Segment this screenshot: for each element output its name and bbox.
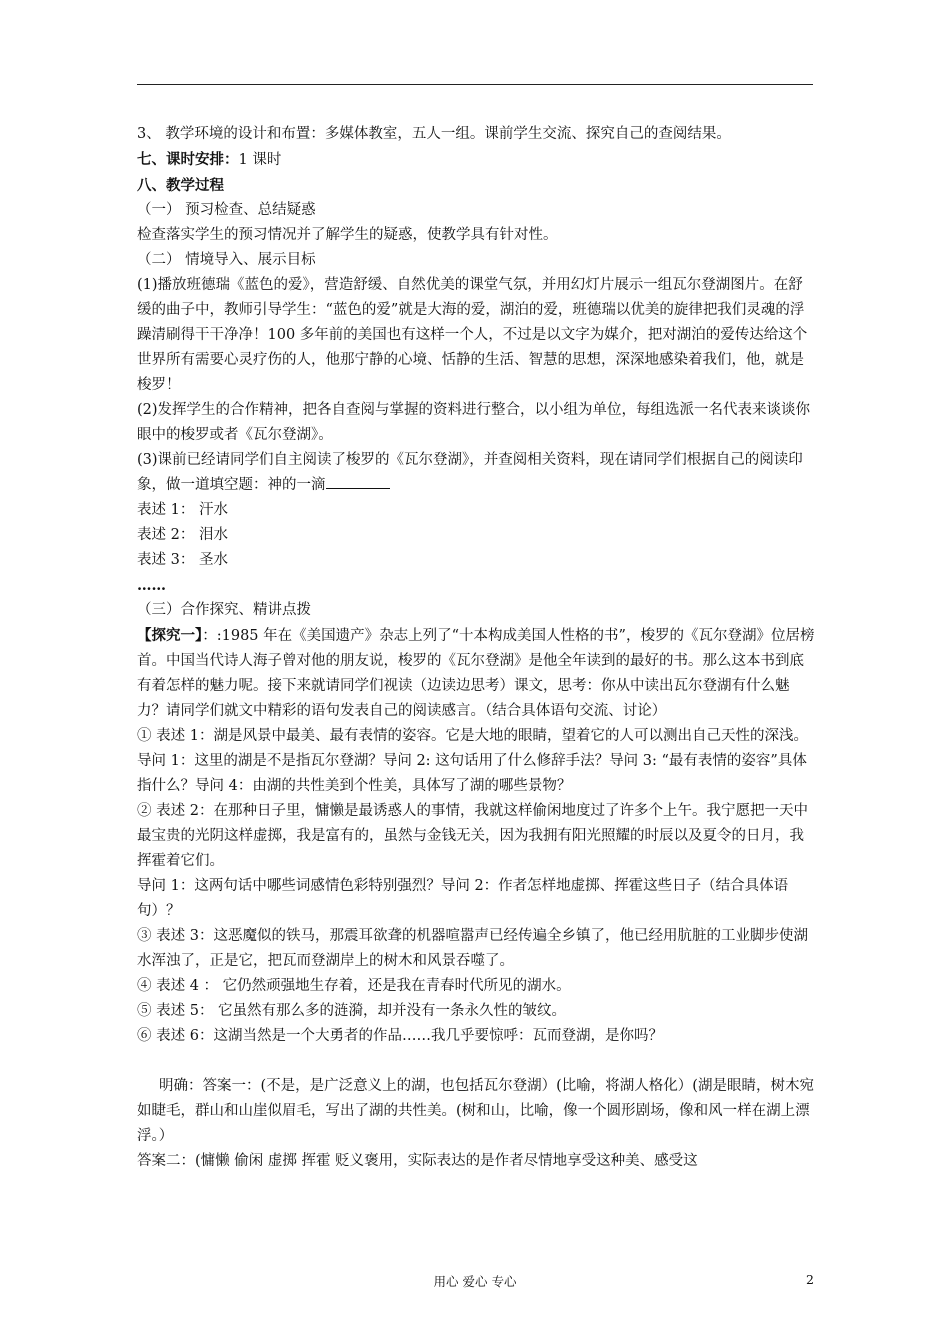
step-1-text: 检查落实学生的预习情况并了解学生的疑惑，使教学具有针对性。 xyxy=(137,227,558,243)
quote-3: ③ 表述 3：这恶魔似的铁马，那震耳欲聋的机器喧嚣声已经传遍全乡镇了，他已经用肮脏的工业脚步使湖水浑浊了，正是它，把瓦而登湖岸上的树木和风景吞噬了。 xyxy=(137,928,808,969)
footer-motto: 用心 爱心 专心 xyxy=(433,1274,517,1289)
header-rule xyxy=(137,84,813,85)
section-heading-8: 八、教学过程 xyxy=(137,177,224,194)
step-3-heading: （三）合作探究、精讲点拨 xyxy=(137,602,311,618)
paragraph-1: (1)播放班德瑞《蓝色的爱》，营造舒缓、自然优美的课堂气氛，并用幻灯片展示一组瓦尔登湖图片。在舒缓的曲子中，教师引导学生：“蓝色的爱”就是大海的爱，湖泊的爱，班德瑞以优美的旋律把我们灵魂的浮躁清刷得干干净净！100 多年前的美国也有这样一个人，不过是以文字为媒介，把对湖泊的爱传达给这个世界所有需要心灵疗伤的人，他那宁静的心境、恬静的生活、智慧的思想，深深地感染着我们，他，就是梭罗！ xyxy=(137,277,808,393)
explore-1-label: 【探究一】 xyxy=(137,627,203,644)
ellipsis: …… xyxy=(137,577,166,594)
quote-2: ② 表述 2：在那种日子里，慵懒是最诱惑人的事情，我就这样偷闲地度过了许多个上午。我宁愿把一天中最宝贵的光阴这样虚掷，我是富有的，虽然与金钱无关，因为我拥有阳光照耀的时辰以及夏令的日月，我挥霍着它们。 xyxy=(137,803,808,869)
quote-4: ④ 表述 4 ： 它仍然顽强地生存着，还是我在青春时代所见的湖水。 xyxy=(137,978,571,994)
guide-2: 导问 1：这两句话中哪些词感情色彩特别强烈？导问 2：作者怎样地虚掷、挥霍这些日子（结合具体语句）？ xyxy=(137,878,789,919)
schedule-heading: 七、课时安排： xyxy=(137,151,239,168)
spacer xyxy=(137,1049,817,1074)
expression-2: 表述 2： 泪水 xyxy=(137,527,228,543)
paragraph-3-text: (3)课前已经请同学们自主阅读了梭罗的《瓦尔登湖》，并查阅相关资料，现在请同学们根据自己的阅读印象，做一道填空题：神的一滴 xyxy=(137,452,803,493)
answer-2: 答案二：(慵懒 偷闲 虚掷 挥霍 贬义褒用，实际表达的是作者尽情地享受这种美、感受这 xyxy=(137,1153,698,1169)
quote-5: ⑤ 表述 5： 它虽然有那么多的涟漪，却并没有一条永久性的皱纹。 xyxy=(137,1003,567,1019)
schedule-value: 1 课时 xyxy=(238,152,282,168)
quote-6: ⑥ 表述 6：这湖当然是一个大勇者的作品……我几乎要惊呼：瓦而登湖，是你吗？ xyxy=(137,1028,663,1044)
guide-1: 导问 1：这里的湖是不是指瓦尔登湖？导问 2: 这句话用了什么修辞手法？导问 3: “最有表情的姿容”具体指什么？导问 4：由湖的共性美到个性美，具体写了湖的哪些景物？ xyxy=(137,753,807,794)
expression-3: 表述 3： 圣水 xyxy=(137,552,228,568)
expression-1: 表述 1： 汗水 xyxy=(137,502,228,518)
quote-1: ① 表述 1：湖是风景中最美、最有表情的姿容。它是大地的眼睛，望着它的人可以测出自己天性的深浅。 xyxy=(137,728,808,744)
step-2-heading: （二） 情境导入、展示目标 xyxy=(137,252,316,268)
paragraph-3 xyxy=(137,448,817,498)
answer-1-text: 明确：答案一：(不是，是广泛意义上的湖，也包括瓦尔登湖）(比喻，将湖人格化）(湖是眼睛，树木宛如睫毛，群山和山崖似眉毛，写出了湖的共性美。(树和山，比喻，像一个圆形剧场，像和风一样在湖上漂浮。） xyxy=(137,1078,814,1144)
explore-1-text: ：:1985 年在《美国遗产》杂志上列了“十本构成美国人性格的书”，梭罗的《瓦尔登湖》位居榜首。中国当代诗人海子曾对他的朋友说，梭罗的《瓦尔登湖》是他全年读到的最好的书。那么这本书到底有着怎样的魅力呢。接下来就请同学们视读（边读边思考）课文，思考：你从中读出瓦尔登湖有什么魅力？请同学们就文中精彩的语句发表自己的阅读感言。（结合具体语句交流、讨论） xyxy=(137,628,815,719)
document-body xyxy=(137,122,817,1174)
fill-blank-line xyxy=(326,474,390,489)
step-1-heading: （一） 预习检查、总结疑惑 xyxy=(137,202,316,218)
env-line: 3、 教学环境的设计和布置：多媒体教室，五人一组。课前学生交流、探究自己的查阅结果。 xyxy=(137,126,731,142)
schedule-line xyxy=(137,147,817,173)
page-number: 2 xyxy=(806,1272,814,1287)
answer-1 xyxy=(137,1074,817,1149)
explore-1-paragraph xyxy=(137,623,817,724)
paragraph-2: (2)发挥学生的合作精神，把各自查阅与掌握的资料进行整合，以小组为单位，每组选派一名代表来谈谈你眼中的梭罗或者《瓦尔登湖》。 xyxy=(137,402,811,443)
